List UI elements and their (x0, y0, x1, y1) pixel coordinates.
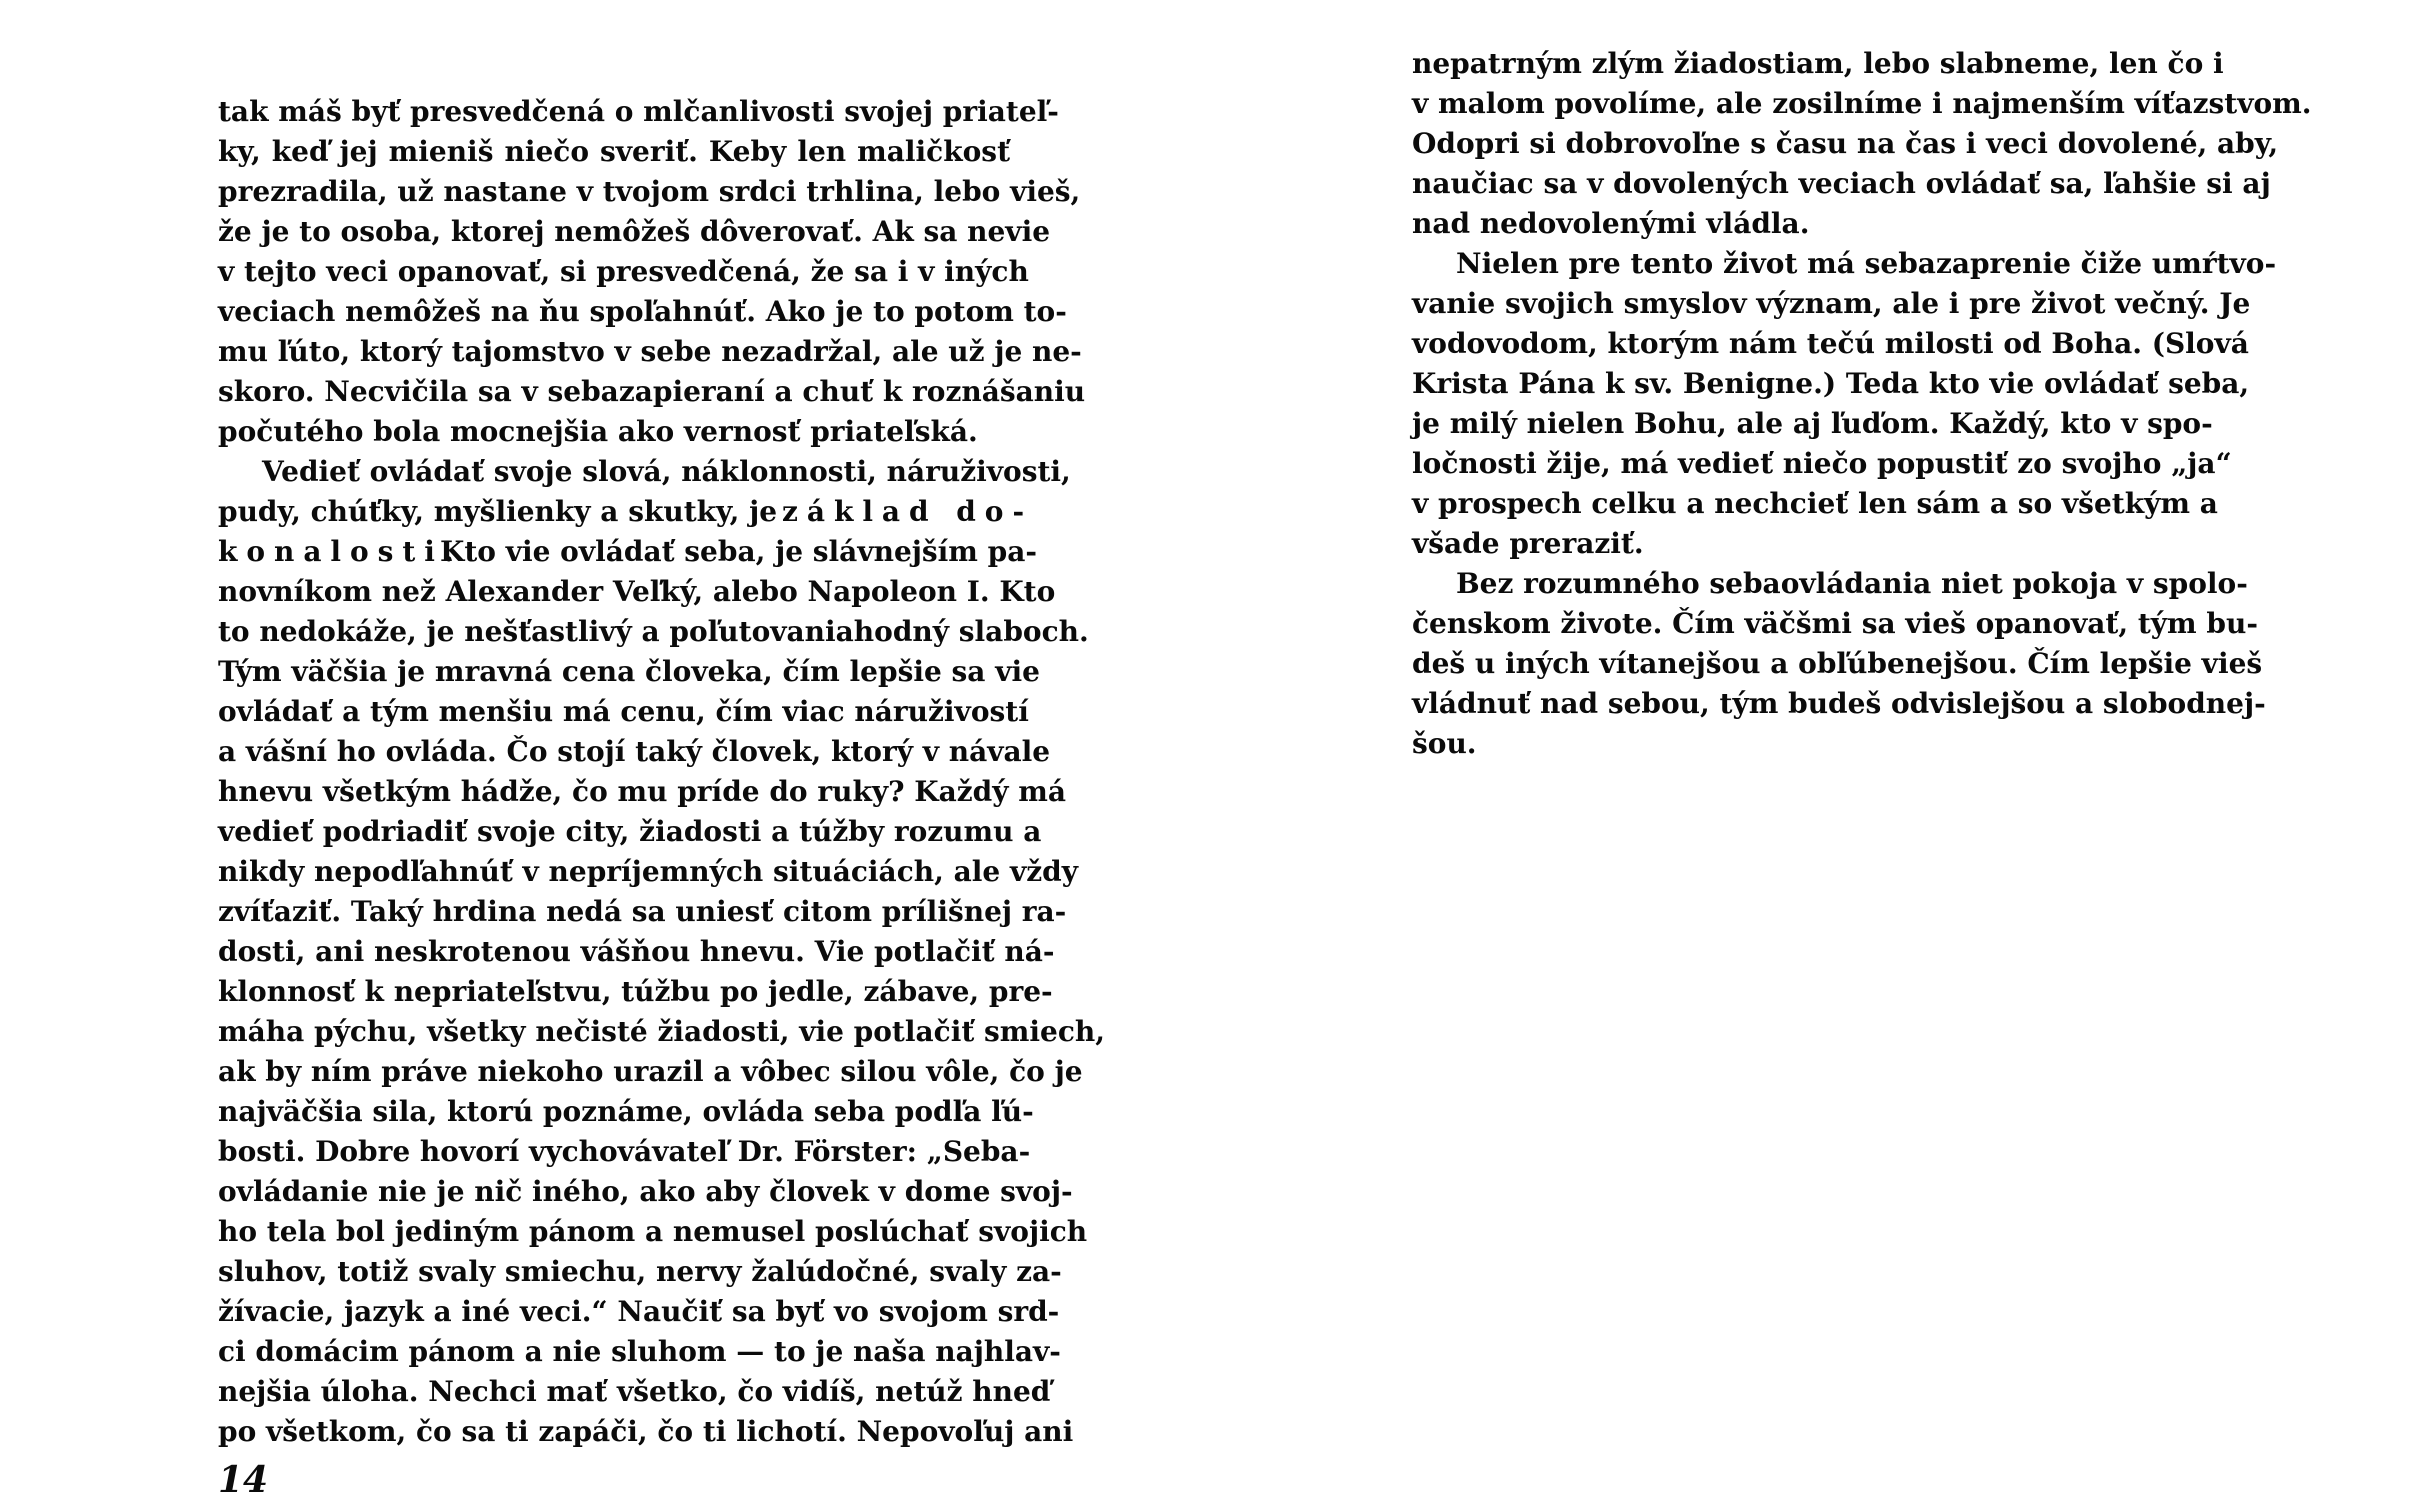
text-line: vedieť podriadiť svoje city, žiadosti a túžby rozumu a (218, 815, 1042, 848)
text-line: nad nedovolenými vládla. (1412, 207, 1810, 240)
text-line: dosti, ani neskrotenou vášňou hnevu. Vie potlačiť ná- (218, 935, 1055, 968)
text-line: Nielen pre tento život má sebazaprenie čiže umŕtvo- (1456, 247, 2277, 280)
text-line: veciach nemôžeš na ňu spoľahnúť. Ako je to potom to- (218, 295, 1067, 328)
text-line: pudy, chúťky, myšlienky a skutky, je (218, 495, 778, 528)
text-line: prezradila, už nastane v tvojom srdci trhlina, lebo vieš, (218, 175, 1081, 208)
text-line: tak máš byť presvedčená o mlčanlivosti svojej priateľ- (218, 95, 1059, 128)
text-line: najväčšia sila, ktorú poznáme, ovláda seba podľa ľú- (218, 1095, 1034, 1128)
left-page (0, 0, 1210, 1500)
text-line: je milý nielen Bohu, ale aj ľuďom. Každý, kto v spo- (1412, 407, 2213, 440)
text-line: sluhov, totiž svaly smiechu, nervy žalúdočné, svaly za- (218, 1255, 1062, 1288)
text-line: nikdy nepodľahnúť v nepríjemných situáciách, ale vždy (218, 855, 1078, 888)
text-line: ovládať a tým menšiu má cenu, čím viac náruživostí (218, 695, 1029, 728)
text-line: deš u iných vítanejšou a obľúbenejšou. Čím lepšie vieš (1412, 647, 2263, 680)
text-line: že je to osoba, ktorej nemôžeš dôverovať. Ak sa nevie (218, 215, 1051, 248)
text-line: hnevu všetkým hádže, čo mu príde do ruky? Každý má (218, 775, 1067, 808)
text-line: Vedieť ovládať svoje slová, náklonnosti, náruživosti, (262, 455, 1071, 488)
text-line: novníkom než Alexander Veľký, alebo Napoleon I. Kto (218, 575, 1056, 608)
text-line: ci domácim pánom a nie sluhom — to je naša najhlav- (218, 1335, 1061, 1368)
text-line: skoro. Necvičila sa v sebazapieraní a chuť k roznášaniu (218, 375, 1086, 408)
text-line: ho tela bol jediným pánom a nemusel poslúchať svojich (218, 1215, 1088, 1248)
page-number: 14 (218, 1459, 269, 1501)
text-line: ločnosti žije, má vedieť niečo popustiť zo svojho „ja“ (1412, 447, 2232, 480)
text-line: klonnosť k nepriateľstvu, túžbu po jedle, zábave, pre- (218, 975, 1053, 1008)
emphasized-text: základ do- (782, 495, 1034, 528)
text-line: ak by ním práve niekoho urazil a vôbec silou vôle, čo je (218, 1055, 1083, 1088)
text-line: šou. (1412, 727, 1477, 760)
text-line: mu ľúto, ktorý tajomstvo v sebe nezadržal, ale už je ne- (218, 335, 1082, 368)
text-line: to nedokáže, je nešťastlivý a poľutovaniahodný slaboch. (218, 615, 1089, 648)
text-line: v tejto veci opanovať, si presvedčená, že sa i v iných (218, 255, 1029, 288)
text-line: zvíťaziť. Taký hrdina nedá sa uniesť citom prílišnej ra- (218, 895, 1067, 928)
text-line: žívacie, jazyk a iné veci.“ Naučiť sa byť vo svojom srd- (218, 1295, 1060, 1328)
text-line: Odopri si dobrovoľne s času na čas i veci dovolené, aby, (1412, 127, 2279, 160)
text-line: čenskom živote. Čím väčšmi sa vieš opanovať, tým bu- (1412, 607, 2258, 640)
text-line: vodovodom, ktorým nám tečú milosti od Boha. (Slová (1412, 327, 2249, 360)
emphasized-text: konalosti. (218, 535, 463, 568)
right-page (1210, 0, 2420, 1500)
text-line: nejšia úloha. Nechci mať všetko, čo vidíš, netúž hneď (218, 1375, 1051, 1408)
text-line: ky, keď jej mieniš niečo sveriť. Keby len maličkosť (218, 135, 1010, 168)
text-line: všade preraziť. (1412, 527, 1644, 560)
text-line: Kto vie ovládať seba, je slávnejším pa- (440, 535, 1038, 568)
text-line: a vášní ho ovláda. Čo stojí taký človek, ktorý v návale (218, 735, 1051, 768)
text-line: Krista Pána k sv. Benigne.) Teda kto vie ovládať seba, (1412, 367, 2250, 400)
text-line: v prospech celku a nechcieť len sám a so všetkým a (1412, 487, 2218, 520)
text-line: v malom povolíme, ale zosilníme i najmenším víťazstvom. (1412, 87, 2312, 120)
text-line: Tým väčšia je mravná cena človeka, čím lepšie sa vie (218, 655, 1040, 688)
text-line: vanie svojich smyslov význam, ale i pre život večný. Je (1412, 287, 2251, 320)
text-line: bosti. Dobre hovorí vychovávateľ Dr. Förster: „Seba- (218, 1135, 1031, 1168)
text-line: naučiac sa v dovolených veciach ovládať sa, ľahšie si aj (1412, 167, 2271, 200)
text-line: máha pýchu, všetky nečisté žiadosti, vie potlačiť smiech, (218, 1015, 1106, 1048)
text-line: po všetkom, čo sa ti zapáči, čo ti lichotí. Nepovoľuj ani (218, 1415, 1074, 1448)
text-line: Bez rozumného sebaovládania niet pokoja v spolo- (1456, 567, 2248, 600)
text-line: počutého bola mocnejšia ako vernosť priateľská. (218, 415, 978, 448)
text-line: nepatrným zlým žiadostiam, lebo slabneme, len čo i (1412, 47, 2224, 80)
text-line: vládnuť nad sebou, tým budeš odvislejšou a slobodnej- (1412, 687, 2266, 720)
text-line: ovládanie nie je nič iného, ako aby človek v dome svoj- (218, 1175, 1073, 1208)
